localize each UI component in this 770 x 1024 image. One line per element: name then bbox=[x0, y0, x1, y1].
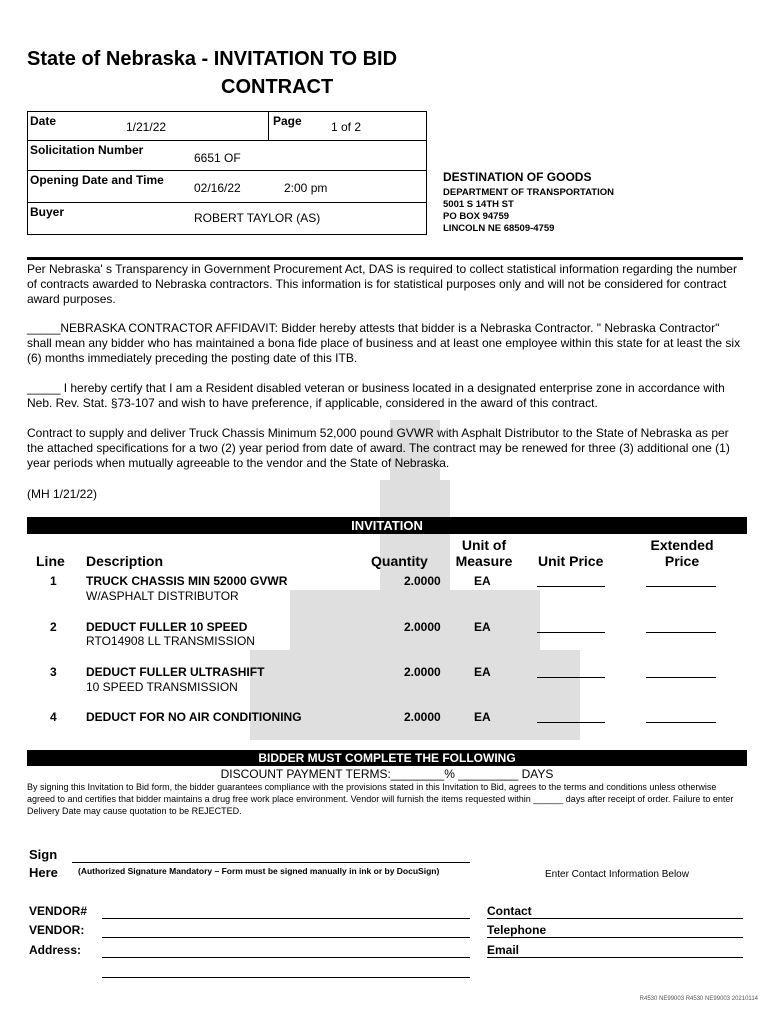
buyer-label: Buyer bbox=[30, 205, 65, 219]
contact-line[interactable] bbox=[487, 918, 743, 919]
item-line-number: 3 bbox=[50, 665, 57, 679]
email-label: Email bbox=[487, 943, 520, 957]
contact-label: Contact bbox=[487, 904, 532, 918]
destination-heading: DESTINATION OF GOODS bbox=[443, 170, 592, 184]
extended-price-blank[interactable] bbox=[646, 664, 716, 678]
contract-paragraph: Contract to supply and deliver Truck Chassis Minimum 52,000 pound GVWR with Asphalt Distributor to the State of Nebraska as per the attached specifications for a two (2) year period from date of award. The contract may be renewed for three (3) additional one (1) year periods when mutually agreeable to the vendor and the State of Nebraska. bbox=[27, 426, 730, 470]
item-line-number: 1 bbox=[50, 574, 57, 588]
solicitation-row bbox=[28, 140, 426, 171]
item-quantity: 2.0000 bbox=[404, 620, 441, 634]
item-line-number: 2 bbox=[50, 620, 57, 634]
signature-note: (Authorized Signature Mandatory – Form must be signed manually in ink or by DocuSign) bbox=[78, 866, 440, 876]
veteran-paragraph: _____ I hereby certify that I am a Resident disabled veteran or business located in a designated enterprise zone in accordance with Neb. Rev. Stat. §73-107 and wish to have preference, if applicable, considered in the award of this contract. bbox=[27, 381, 725, 410]
vendor-number-label: VENDOR# bbox=[29, 904, 88, 918]
col-extended-line2: Price bbox=[664, 553, 700, 569]
address-line-1[interactable] bbox=[102, 957, 470, 958]
address-label: Address: bbox=[29, 943, 82, 957]
item-line-number: 4 bbox=[50, 710, 57, 724]
col-line-header: Line bbox=[36, 553, 65, 569]
vendor-label: VENDOR: bbox=[29, 923, 85, 937]
col-unit-price-header: Unit Price bbox=[538, 553, 604, 569]
col-extended-line1: Extended bbox=[650, 537, 714, 553]
item-subdescription: RTO14908 LL TRANSMISSION bbox=[86, 634, 255, 648]
col-extended-price-header bbox=[645, 537, 719, 569]
unit-price-blank[interactable] bbox=[537, 709, 605, 723]
item-description: TRUCK CHASSIS MIN 52000 GVWR bbox=[86, 574, 288, 588]
unit-price-blank[interactable] bbox=[537, 573, 605, 587]
email-line[interactable] bbox=[487, 957, 743, 958]
item-description: DEDUCT FULLER ULTRASHIFT bbox=[86, 665, 265, 679]
transparency-paragraph: Per Nebraska' s Transparency in Government Procurement Act, DAS is required to collect statistical information regarding the number of contracts awarded to Nebraska contractors. This information is for statistical purposes only and will not be considered for contract award purposes. bbox=[27, 262, 737, 306]
vendor-number-line[interactable] bbox=[102, 918, 470, 919]
date-value: 1/21/22 bbox=[126, 120, 167, 134]
page-label: Page bbox=[273, 114, 302, 128]
buyer-value: ROBERT TAYLOR (AS) bbox=[194, 211, 321, 225]
discount-terms: DISCOUNT PAYMENT TERMS:________% _________ DAYS bbox=[220, 767, 554, 781]
date-label: Date bbox=[30, 114, 57, 128]
reference-paragraph: (MH 1/21/22) bbox=[27, 487, 98, 501]
item-quantity: 2.0000 bbox=[404, 710, 441, 724]
divider bbox=[268, 112, 269, 140]
solicitation-label: Solicitation Number bbox=[30, 143, 144, 157]
page-value: 1 of 2 bbox=[331, 120, 362, 134]
document-title-line2: CONTRACT bbox=[221, 76, 334, 98]
item-quantity: 2.0000 bbox=[404, 665, 441, 679]
solicitation-info-table bbox=[27, 111, 427, 235]
item-uom: EA bbox=[474, 620, 491, 634]
destination-line: LINCOLN NE 68509-4759 bbox=[443, 223, 555, 234]
item-quantity: 2.0000 bbox=[404, 574, 441, 588]
item-subdescription: W/ASPHALT DISTRIBUTOR bbox=[86, 589, 239, 603]
col-uom-header bbox=[452, 537, 516, 569]
destination-line: 5001 S 14TH ST bbox=[443, 199, 514, 210]
col-uom-line1: Unit of bbox=[461, 537, 507, 553]
opening-label: Opening Date and Time bbox=[30, 173, 164, 187]
invitation-bar: INVITATION bbox=[27, 517, 747, 534]
item-uom: EA bbox=[474, 574, 491, 588]
destination-line: DEPARTMENT OF TRANSPORTATION bbox=[443, 187, 614, 198]
date-row bbox=[28, 112, 426, 140]
contact-note: Enter Contact Information Below bbox=[545, 869, 689, 880]
extended-price-blank[interactable] bbox=[646, 709, 716, 723]
item-subdescription: 10 SPEED TRANSMISSION bbox=[86, 680, 238, 694]
here-label: Here bbox=[29, 865, 58, 880]
footer-code: R4530 NE99003 R4530 NE99003 20210114 bbox=[639, 996, 758, 1002]
extended-price-blank[interactable] bbox=[646, 619, 716, 633]
destination-address bbox=[443, 187, 614, 235]
buyer-row bbox=[28, 202, 426, 234]
telephone-label: Telephone bbox=[487, 923, 547, 937]
telephone-line[interactable] bbox=[487, 937, 743, 938]
bidder-statement: By signing this Invitation to Bid form, the bidder guarantees compliance with the provisions stated in this Invitation to Bid, agrees to the terms and conditions unless otherwise agreed to and certifies that bidder maintains a drug free work place environment. Vendor will furnish the items requested within ______ days after receipt of order. Failure to enter Delivery Date may cause quotation to be REJECTED. bbox=[27, 782, 734, 816]
bidder-bar: BIDDER MUST COMPLETE THE FOLLOWING bbox=[27, 750, 747, 766]
section-rule bbox=[27, 257, 743, 260]
sign-label: Sign bbox=[29, 847, 58, 862]
document-title-line1: State of Nebraska - INVITATION TO BID bbox=[27, 48, 398, 70]
opening-row bbox=[28, 170, 426, 203]
affidavit-paragraph: _____NEBRASKA CONTRACTOR AFFIDAVIT: Bidder hereby attests that bidder is a Nebraska Contractor. " Nebraska Contractor" shall mean any bidder who has maintained a bona fide place of business and at least one employee within this state for at least the six (6) months immediately preceding the posting date of this ITB. bbox=[27, 321, 741, 365]
destination-block bbox=[443, 170, 614, 235]
signature-line[interactable] bbox=[72, 862, 470, 863]
unit-price-blank[interactable] bbox=[537, 619, 605, 633]
vendor-line[interactable] bbox=[102, 937, 470, 938]
item-description: DEDUCT FULLER 10 SPEED bbox=[86, 620, 248, 634]
item-uom: EA bbox=[474, 665, 491, 679]
solicitation-value: 6651 OF bbox=[194, 151, 241, 165]
destination-line: PO BOX 94759 bbox=[443, 211, 510, 222]
unit-price-blank[interactable] bbox=[537, 664, 605, 678]
item-uom: EA bbox=[474, 710, 491, 724]
item-description: DEDUCT FOR NO AIR CONDITIONING bbox=[86, 710, 302, 724]
col-quantity-header: Quantity bbox=[371, 553, 428, 569]
col-description-header: Description bbox=[86, 553, 164, 569]
col-uom-line2: Measure bbox=[455, 553, 513, 569]
address-line-2[interactable] bbox=[102, 977, 470, 978]
opening-time: 2:00 pm bbox=[284, 181, 328, 195]
extended-price-blank[interactable] bbox=[646, 573, 716, 587]
opening-date: 02/16/22 bbox=[194, 181, 241, 195]
